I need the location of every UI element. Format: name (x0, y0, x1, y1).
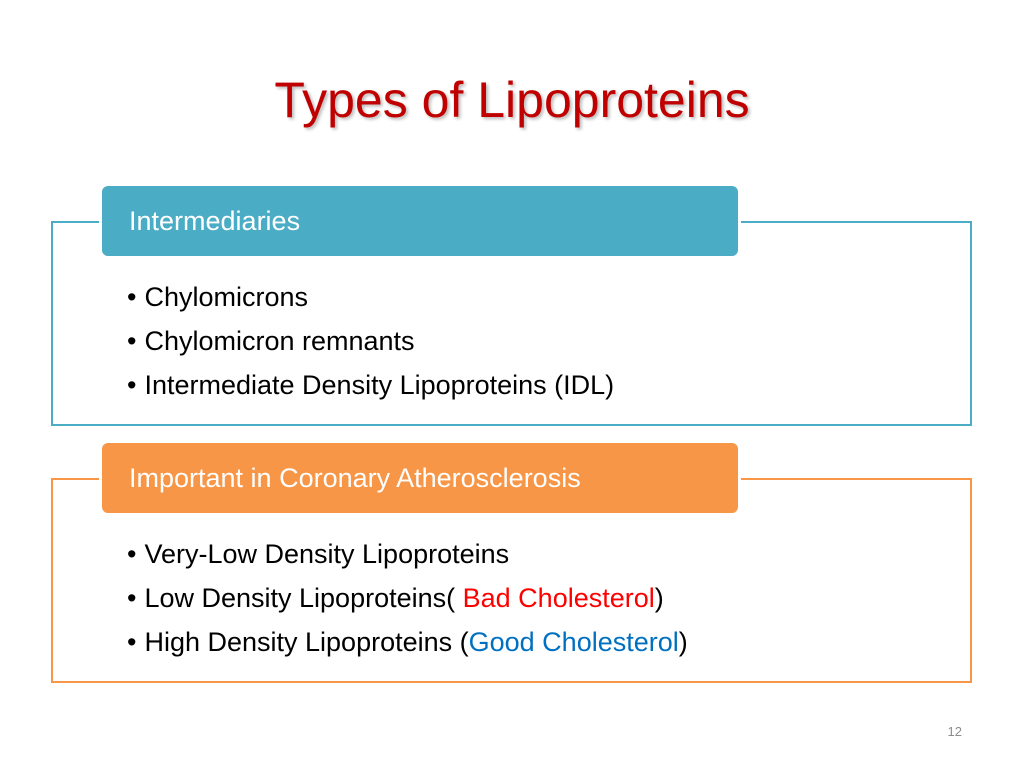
list-item-suffix: ) (678, 627, 688, 657)
good-cholesterol-label: Good Cholesterol (468, 627, 679, 657)
list-item (127, 576, 688, 620)
atherosclerosis-list (127, 532, 688, 664)
bullet: • (127, 282, 137, 312)
bullet: • (127, 539, 137, 569)
intermediaries-list (127, 275, 614, 407)
intermediaries-header-label: Intermediaries (129, 205, 301, 236)
list-item-text: Chylomicron remnants (144, 326, 415, 356)
intermediaries-header (99, 183, 741, 259)
list-item-suffix: ) (654, 583, 664, 613)
bullet: • (127, 326, 137, 356)
atherosclerosis-header-label: Important in Coronary Atherosclerosis (129, 462, 581, 493)
list-item (127, 319, 614, 363)
list-item-text: High Density Lipoproteins ( (144, 627, 469, 657)
bullet: • (127, 370, 137, 400)
list-item (127, 532, 688, 576)
bullet: • (127, 627, 137, 657)
list-item-text: Low Density Lipoproteins( (144, 583, 456, 613)
slide-title: Types of Lipoproteins (274, 72, 750, 128)
list-item (127, 620, 688, 664)
list-item-text: Very-Low Density Lipoproteins (144, 539, 510, 569)
bad-cholesterol-label: Bad Cholesterol (462, 583, 655, 613)
list-item (127, 363, 614, 407)
bullet: • (127, 583, 137, 613)
list-item-text: Intermediate Density Lipoproteins (IDL) (144, 370, 615, 400)
page-number: 12 (947, 724, 962, 739)
list-item (127, 275, 614, 319)
atherosclerosis-header (99, 440, 741, 516)
list-item-text: Chylomicrons (144, 282, 308, 312)
